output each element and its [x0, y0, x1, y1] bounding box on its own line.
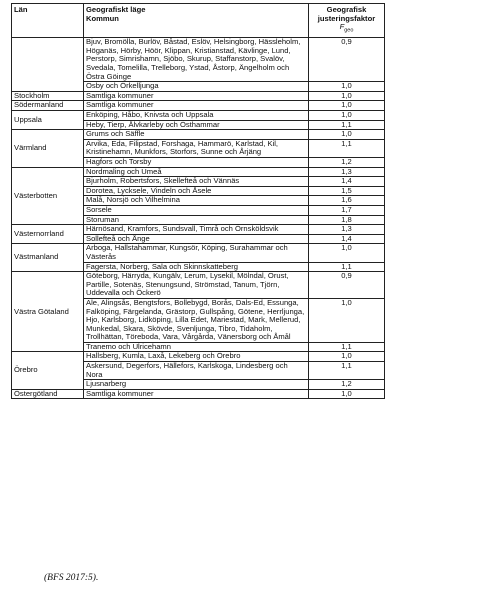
header-kommun-line2: Kommun	[86, 13, 119, 23]
factor-cell: 0,9	[309, 38, 385, 82]
factor-cell: 1,8	[309, 215, 385, 225]
kommun-cell: Samtliga kommuner	[84, 91, 309, 101]
factor-cell: 1,7	[309, 205, 385, 215]
kommun-cell: Samtliga kommuner	[84, 101, 309, 111]
factor-cell: 1,0	[309, 352, 385, 362]
source-reference: (BFS 2017:5).	[44, 573, 99, 583]
kommun-cell: Fagersta, Norberg, Sala och Skinnskatteberg	[84, 262, 309, 272]
factor-cell: 1,1	[309, 262, 385, 272]
table-row	[12, 244, 385, 262]
header-kommun	[84, 4, 309, 38]
table-row	[12, 389, 385, 399]
kommun-cell: Göteborg, Härryda, Kungälv, Lerum, Lysekil, Mölndal, Orust, Partille, Sotenäs, Stenungsund, Strömstad, Tanum, Tjörn, Uddevalla och Öckerö	[84, 272, 309, 299]
kommun-cell: Storuman	[84, 215, 309, 225]
table-row	[12, 130, 385, 140]
table-row	[12, 38, 385, 82]
factor-cell: 1,0	[309, 111, 385, 121]
kommun-cell: Nordmaling och Umeå	[84, 167, 309, 177]
header-lan: Län	[12, 4, 84, 38]
table-row	[12, 225, 385, 235]
factor-cell: 1,2	[309, 380, 385, 390]
justeringsfaktor-table	[11, 3, 385, 399]
kommun-cell: Bjurholm, Robertsfors, Skellefteå och Vännäs	[84, 177, 309, 187]
factor-cell: 1,6	[309, 196, 385, 206]
factor-cell: 1,3	[309, 225, 385, 235]
kommun-cell: Samtliga kommuner	[84, 389, 309, 399]
lan-cell	[12, 38, 84, 92]
lan-cell: Västerbotten	[12, 167, 84, 225]
kommun-cell: Dorotea, Lycksele, Vindeln och Åsele	[84, 186, 309, 196]
header-row	[12, 4, 385, 38]
header-factor-line1: Geografisk	[326, 5, 367, 14]
header-kommun-line1: Geografiskt läge	[86, 5, 146, 14]
header-factor-subscript: geo	[344, 27, 354, 34]
factor-cell: 1,0	[309, 91, 385, 101]
lan-cell: Västernorrland	[12, 225, 84, 244]
kommun-cell: Ale, Alingsås, Bengtsfors, Bollebygd, Borås, Dals-Ed, Essunga, Falköping, Färgelanda, Grästorp, Gullspång, Götene, Herrljunga, Hjo, Karlsborg, Lidköping, Lilla Edet, Mariestad, Mark, Mellerud, Munkedal, Skara, Skövde, Svenljunga, Tibro, Tidaholm, Trollhättan, Töreboda, Vara, Vårgårda, Vänersborg och Åmål	[84, 298, 309, 342]
factor-cell: 1,1	[309, 342, 385, 352]
factor-cell: 1,5	[309, 186, 385, 196]
kommun-cell: Arvika, Eda, Filipstad, Forshaga, Hammarö, Karlstad, Kil, Kristinehamn, Munkfors, Storfors, Sunne och Årjäng	[84, 139, 309, 157]
factor-cell: 1,1	[309, 362, 385, 380]
kommun-cell: Malå, Norsjö och Vilhelmina	[84, 196, 309, 206]
kommun-cell: Arboga, Hallstahammar, Kungsör, Köping, Surahammar och Västerås	[84, 244, 309, 262]
lan-cell: Södermanland	[12, 101, 84, 111]
kommun-cell: Härnösand, Kramfors, Sundsvall, Timrå och Örnsköldsvik	[84, 225, 309, 235]
kommun-cell: Sorsele	[84, 205, 309, 215]
kommun-cell: Grums och Säffle	[84, 130, 309, 140]
kommun-cell: Hallsberg, Kumla, Laxå, Lekeberg och Örebro	[84, 352, 309, 362]
lan-cell: Örebro	[12, 352, 84, 389]
lan-cell: Östergötland	[12, 389, 84, 399]
factor-cell: 1,1	[309, 120, 385, 130]
factor-cell: 1,0	[309, 101, 385, 111]
factor-cell: 0,9	[309, 272, 385, 299]
table-row	[12, 111, 385, 121]
lan-cell: Uppsala	[12, 111, 84, 130]
lan-cell: Stockholm	[12, 91, 84, 101]
header-factor-symbol: F	[339, 22, 345, 32]
factor-cell: 1,4	[309, 234, 385, 244]
kommun-cell: Sollefteå och Ånge	[84, 234, 309, 244]
kommun-cell: Enköping, Håbo, Knivsta och Uppsala	[84, 111, 309, 121]
kommun-cell: Ljusnarberg	[84, 380, 309, 390]
header-factor	[309, 4, 385, 38]
kommun-cell: Heby, Tierp, Älvkarleby och Östhammar	[84, 120, 309, 130]
factor-cell: 1,0	[309, 389, 385, 399]
factor-cell: 1,0	[309, 130, 385, 140]
factor-cell: 1,1	[309, 139, 385, 157]
factor-cell: 1,0	[309, 298, 385, 342]
factor-cell: 1,2	[309, 158, 385, 168]
table-row	[12, 272, 385, 299]
kommun-cell: Osby och Örkelljunga	[84, 82, 309, 92]
factor-cell: 1,3	[309, 167, 385, 177]
header-factor-line2: justeringsfaktor	[317, 13, 376, 23]
table-row	[12, 91, 385, 101]
kommun-cell: Hagfors och Torsby	[84, 158, 309, 168]
lan-cell: Värmland	[12, 130, 84, 167]
factor-cell: 1,0	[309, 244, 385, 262]
kommun-cell: Bjuv, Bromölla, Burlöv, Båstad, Eslöv, Helsingborg, Hässleholm, Höganäs, Hörby, Höör, Klippan, Kristianstad, Kävlinge, Lund, Perstorp, Simrishamn, Sjöbo, Skurup, Staffanstorp, Svalöv, Svedala, Tomelilla, Trelleborg, Ystad, Åstorp, Ängelholm och Östra Göinge	[84, 38, 309, 82]
kommun-cell: Askersund, Degerfors, Hällefors, Karlskoga, Lindesberg och Nora	[84, 362, 309, 380]
factor-cell: 1,4	[309, 177, 385, 187]
lan-cell: Västra Götaland	[12, 272, 84, 352]
kommun-cell: Tranemo och Ulricehamn	[84, 342, 309, 352]
lan-cell: Västmanland	[12, 244, 84, 272]
factor-cell: 1,0	[309, 82, 385, 92]
